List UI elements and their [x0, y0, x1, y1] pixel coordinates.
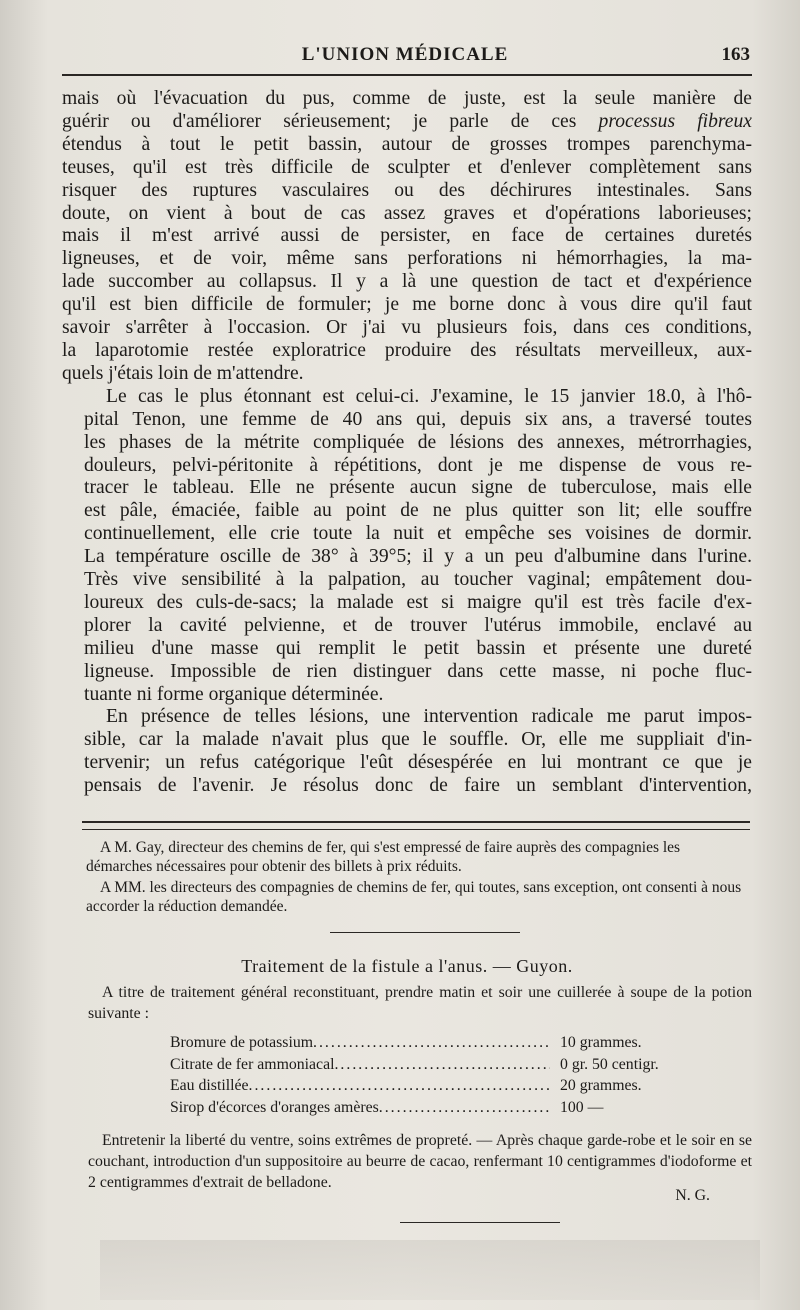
text-line: qu'il est bien difficile de formuler; je me borne donc à vous dire qu'il faut — [62, 294, 752, 316]
treatment-instructions — [88, 1130, 752, 1193]
text-line: sible, car la malade n'avait plus que le souffle. Or, elle me suppliait d'in- — [84, 729, 752, 751]
paragraph-2 — [62, 386, 752, 707]
text-line: milieu d'une masse qui remplit le petit bassin et présente une dureté — [84, 637, 752, 659]
paragraph-1 — [62, 88, 752, 386]
text-line: mais où l'évacuation du pus, comme de juste, est la seule manière de — [62, 88, 752, 109]
running-title: L'UNION MÉDICALE — [301, 44, 509, 65]
acknowledgement-1: A M. Gay, directeur des chemins de fer, qui s'est empressé de faire auprès des compagnies les démarches nécessaires pour obtenir des billets à prix réduits. — [86, 839, 681, 875]
text-line: ligneuses, et de voir, même sans perforations ni hémorrhagies, la ma- — [62, 248, 752, 270]
text-line: ligneuse. Impossible de rien distinguer dans cette masse, ni poche fluc- — [84, 660, 752, 682]
ingredient-quantity: 10 grammes. — [560, 1034, 642, 1051]
text-line: savoir s'arrêter à l'occasion. Or j'ai vu plusieurs fois, dans ces conditions, — [62, 317, 752, 339]
text-line: continuellement, elle crie toute la nuit et empêche ses voisines de dormir. — [84, 523, 752, 545]
text-line: teuses, qu'il est très difficile de sculpter et d'enlever complètement sans — [62, 156, 752, 178]
ingredient-quantity: 0 gr. 50 centigr. — [560, 1055, 659, 1073]
acknowledgement-2: A MM. les directeurs des compagnies de chemins de fer, qui toutes, sans exception, ont consenti à nous accorder la réduction demandée. — [86, 879, 742, 915]
text-line: tervenir; un refus catégorique l'eût désespérée en lui montrant ce que je — [84, 752, 752, 774]
text-line: douleurs, pelvi-péritonite à répétitions, dont je me dispense de vous re- — [84, 454, 752, 476]
ingredient-name: Eau distillée — [170, 1077, 249, 1094]
leader-dots — [249, 1075, 550, 1097]
text-line: lade succomber au collapsus. Il y a là une question de tact et d'expérience — [62, 271, 752, 293]
end-divider — [400, 1222, 560, 1223]
prescription-row — [170, 1075, 730, 1097]
instructions-text: Entretenir la liberté du ventre, soins extrêmes de propreté. — Après chaque garde-robe et le soir en se couchant, introduction d'un suppositoire au beurre de cacao, renfermant 10 centigrammes d'iodoforme et 2 centigrammes d'extrait de belladone. — [88, 1132, 752, 1191]
text-line: mais il m'est arrivé aussi de persister, en face de certaines duretés — [62, 225, 752, 247]
ingredient-name: Citrate de fer ammoniacal — [170, 1055, 335, 1073]
text-line: quels j'étais loin de m'attendre. — [62, 362, 304, 384]
text-line: pensais de l'avenir. Je résolus donc de faire un semblant d'intervention, — [84, 775, 752, 797]
text-line: risquer des ruptures vasculaires ou des déchirures intestinales. Sans — [62, 179, 752, 201]
text-line: la laparotomie restée exploratrice produire des résultats merveilleux, aux- — [62, 339, 752, 361]
leader-dots — [334, 1054, 550, 1076]
text-line: loureux des culs-de-sacs; la malade est si maigre qu'il est très facile d'ex- — [84, 591, 752, 613]
prescription-row — [170, 1097, 730, 1119]
leader-dots — [379, 1097, 550, 1119]
intro-text: A titre de traitement général reconstituant, prendre matin et soir une cuillerée à soupe de la potion suivante : — [88, 984, 752, 1022]
ingredient-quantity: 20 grammes. — [560, 1077, 642, 1094]
prescription-row — [170, 1054, 730, 1076]
prescription-list — [170, 1032, 730, 1118]
text-line: étendus à tout le petit bassin, autour de grosses trompes parenchyma- — [62, 133, 752, 155]
text-line: doute, on vient à bout de cas assez graves et d'opérations laborieuses; — [62, 202, 752, 224]
text-line: tracer le tableau. Elle ne présente aucun signe de tuberculose, mais elle — [84, 477, 752, 499]
text-line: tuante ni forme organique déterminée. — [84, 683, 384, 705]
header-rule — [62, 74, 752, 76]
text-line: Le cas le plus étonnant est celui-ci. J'examine, le 15 janvier 18.0, à l'hô- — [106, 385, 752, 407]
italic-term: processus fibreux — [598, 110, 752, 132]
page-header — [60, 42, 750, 72]
section-title: Traitement de la fistule a l'anus. — Guyon. — [241, 956, 573, 976]
bleed-through-area — [100, 1240, 760, 1300]
page-number: 163 — [721, 44, 750, 65]
text-line: est pâle, émaciée, faible au point de ne plus quitter son lit; elle souffre — [84, 500, 752, 522]
section-divider — [82, 821, 750, 830]
ingredient-quantity: 100 — — [560, 1098, 604, 1116]
prescription-row — [170, 1032, 730, 1054]
ingredient-name: Bromure de potassium — [170, 1034, 314, 1051]
ingredient-name: Sirop d'écorces d'oranges amères — [170, 1098, 379, 1116]
paragraph-3 — [62, 706, 752, 798]
text-line: plorer la cavité pelvienne, et de trouver l'utérus immobile, enclavé au — [84, 614, 752, 636]
signature: N. G. — [675, 1187, 710, 1204]
text-line: En présence de telles lésions, une intervention radicale me parut impos- — [106, 706, 752, 728]
acknowledgements — [86, 838, 750, 918]
text-line: pital Tenon, une femme de 40 ans qui, depuis six ans, a traversé toutes — [84, 408, 752, 430]
text-line: les phases de la métrite compliquée de lésions des annexes, métrorrhagies, — [84, 431, 752, 453]
text-line: guérir ou d'améliorer sérieusement; je parle de ces processus fibreux — [62, 110, 752, 132]
short-divider — [330, 932, 520, 933]
text-line: La température oscille de 38° à 39°5; il y a un peu d'albumine dans l'urine. — [84, 546, 752, 568]
section-intro — [88, 982, 752, 1024]
leader-dots — [313, 1032, 550, 1054]
main-text — [62, 88, 752, 798]
text-line: Très vive sensibilité à la palpation, au toucher vaginal; empâtement dou- — [84, 569, 752, 591]
